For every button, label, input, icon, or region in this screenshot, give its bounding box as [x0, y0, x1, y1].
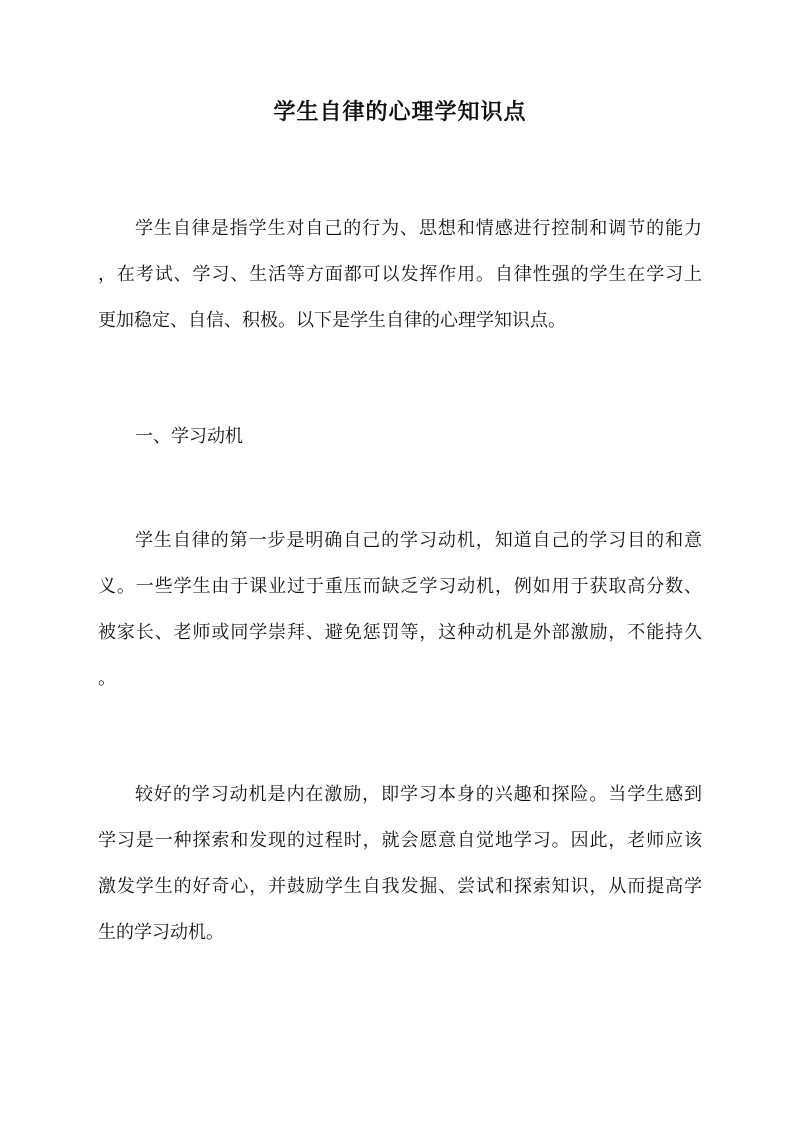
intro-paragraph	[98, 206, 702, 344]
motivation-p1-line-2: 义。一些学生由于课业过于重压而缺乏学习动机，例如用于获取高分数、	[98, 576, 702, 597]
section-heading-motivation	[98, 414, 702, 460]
motivation-p2-line-1: 较好的学习动机是内在激励，即学习本身的兴趣和探险。当学生感到	[135, 784, 702, 805]
motivation-p1-line-1: 学生自律的第一步是明确自己的学习动机，知道自己的学习目的和意	[135, 530, 702, 551]
intro-line-3: 更加稳定、自信、积极。以下是学生自律的心理学知识点。	[98, 310, 566, 331]
intro-line-2: ，在考试、学习、生活等方面都可以发挥作用。自律性强的学生在学习上	[98, 264, 702, 285]
intro-line-1: 学生自律是指学生对自己的行为、思想和情感进行控制和调节的能力	[135, 218, 702, 239]
motivation-p2-line-2: 学习是一种探索和发现的过程时，就会愿意自觉地学习。因此，老师应该	[98, 830, 702, 851]
motivation-p2-line-3: 激发学生的好奇心，并鼓励学生自我发掘、尝试和探索知识，从而提高学	[98, 876, 702, 897]
motivation-p2-line-4: 生的学习动机。	[98, 922, 224, 943]
document-title: 学生自律的心理学知识点	[273, 99, 527, 125]
motivation-paragraph-2	[98, 772, 702, 956]
motivation-p1-line-4: 。	[98, 668, 116, 689]
motivation-p1-line-3: 被家长、老师或同学崇拜、避免惩罚等，这种动机是外部激励，不能持久	[98, 622, 702, 643]
section-heading-text: 一、学习动机	[135, 426, 243, 447]
motivation-paragraph-1	[98, 518, 702, 702]
